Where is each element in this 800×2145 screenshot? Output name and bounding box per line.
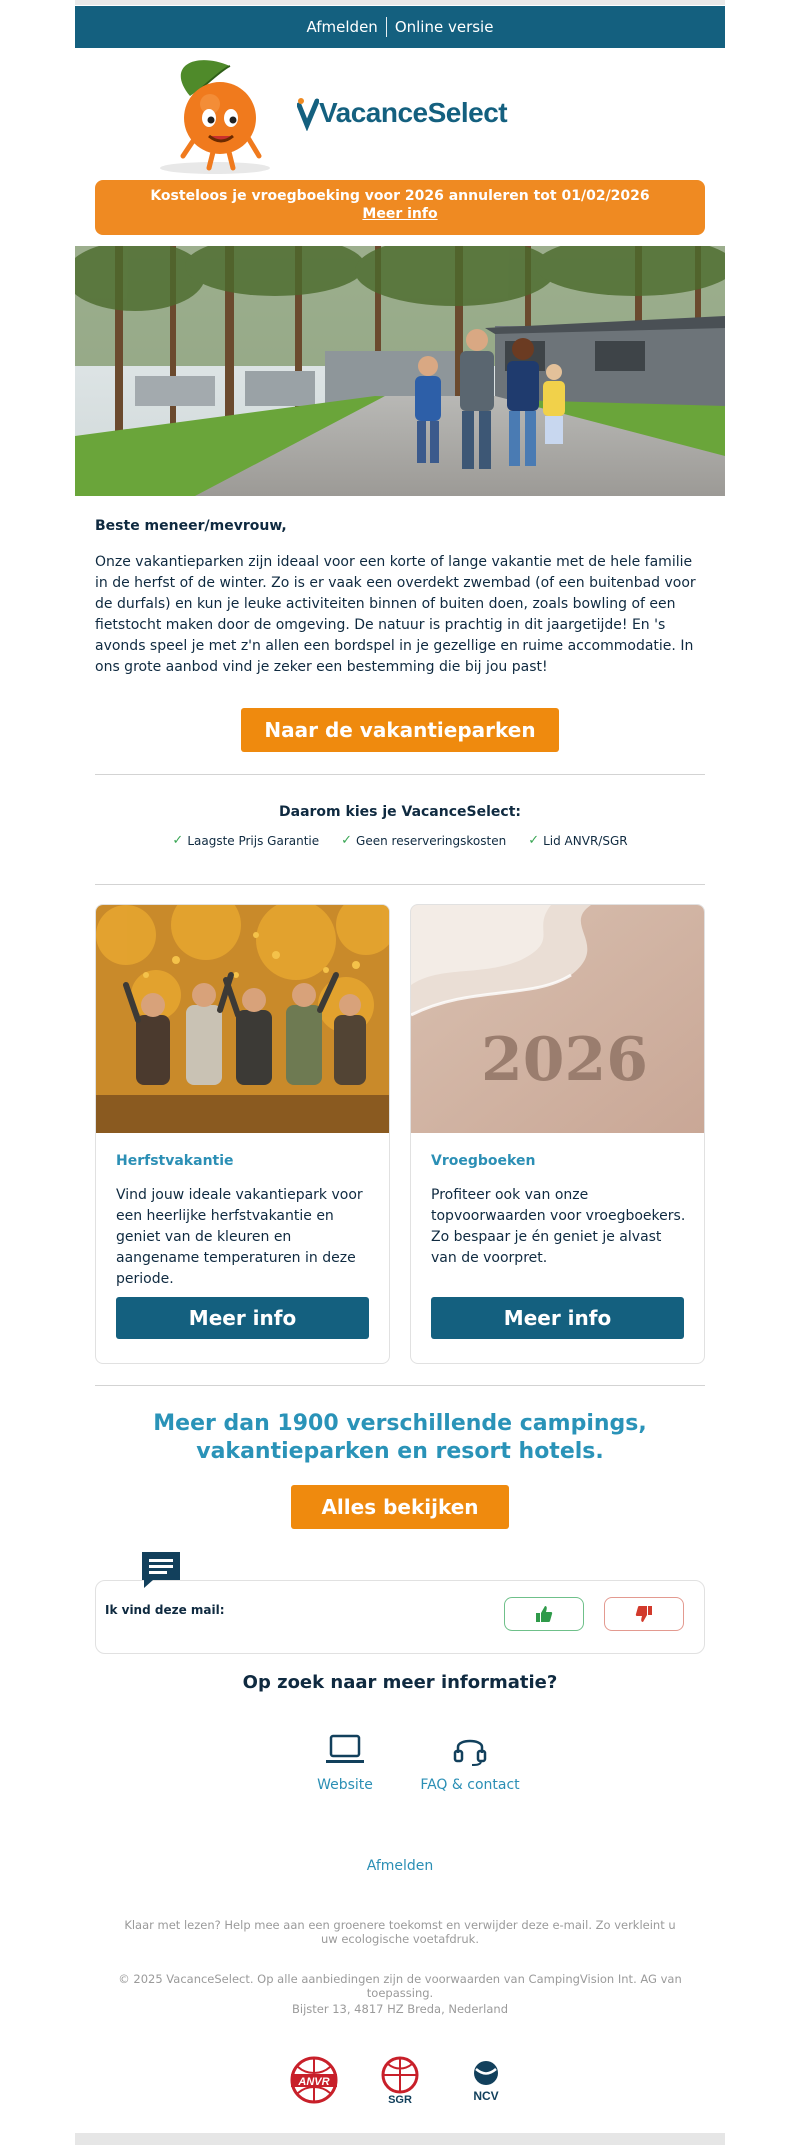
unsubscribe-link-top[interactable]: Afmelden [306, 18, 378, 36]
thumbs-down-icon [635, 1605, 653, 1623]
intro-paragraph: Onze vakantieparken zijn ideaal voor een korte of lange vakantie met de hele familie in de herfst of de winter. Zo is er vaak een overdekt zwembad (of een buitenbad voor de durfals) en kun je leuke activiteiten binnen of buiten doen, zoals bowling of een fietstocht maken door de omgeving. De natuur is prachtig in dit jaargetijde! En 's avonds speel je met z'n allen een bordspel in je gezellige en ruime accommodatie. In ons grote aanbod vind je zeker een bestemming die bij jou past! [95, 554, 696, 675]
orange-mascot-icon [135, 56, 285, 176]
card-more-info-button[interactable]: Meer info [116, 1297, 369, 1339]
sgr-label: SGR [388, 2094, 412, 2105]
usp-item [341, 833, 506, 848]
usp-label: Lid ANVR/SGR [543, 833, 628, 848]
card-title: Vroegboeken [431, 1153, 536, 1169]
usp-item [528, 833, 627, 848]
online-version-link[interactable]: Online versie [394, 18, 494, 36]
card-early-booking [410, 904, 705, 1364]
top-divider [75, 0, 725, 5]
website-link[interactable] [305, 1733, 385, 1793]
card-autumn-image[interactable] [96, 905, 390, 1133]
campings-headline: Meer dan 1900 verschillende campings, vakantieparken en resort hotels. [153, 1411, 647, 1464]
parks-button[interactable]: Naar de vakantieparken [241, 708, 559, 752]
beach-sand-photo [411, 905, 705, 1133]
ncv-label: NCV [473, 2089, 499, 2103]
brand-logo [297, 93, 507, 133]
top-bar [75, 6, 725, 48]
website-label: Website [317, 1777, 373, 1793]
check-icon: ✓ [341, 833, 353, 848]
address: Bijster 13, 4817 HZ Breda, Nederland [292, 2002, 508, 2016]
card-description: Vind jouw ideale vakantiepark voor een heerlijke herfstvakantie en geniet van de kleuren en aangename temperaturen in deze periode. [116, 1187, 363, 1287]
divider [95, 884, 705, 885]
brand-mark-icon [297, 95, 319, 131]
view-all-button[interactable]: Alles bekijken [291, 1485, 509, 1529]
faq-label: FAQ & contact [420, 1777, 520, 1793]
hero-image[interactable] [75, 246, 725, 496]
top-bar-separator [386, 17, 387, 37]
header-logo-row [75, 48, 725, 178]
email-container [75, 0, 725, 2145]
greeting: Beste meneer/mevrouw, [95, 518, 287, 534]
hero-park-photo [75, 246, 725, 496]
card-more-info-button[interactable]: Meer info [431, 1297, 684, 1339]
anvr-label: ANVR [298, 2076, 330, 2088]
card-title: Herfstvakantie [116, 1153, 234, 1169]
sand-text: 2026 [481, 1025, 648, 1095]
card-early-booking-image[interactable] [411, 905, 705, 1133]
more-info-title: Op zoek naar meer informatie? [242, 1672, 558, 1693]
card-description: Profiteer ook van onze topvoorwaarden voor vroegboekers. Zo bespaar je én geniet je alvast van de voorpret. [431, 1187, 686, 1266]
why-title: Daarom kies je VacanceSelect: [279, 804, 521, 820]
thumbs-up-button[interactable] [504, 1597, 584, 1631]
card-autumn [95, 904, 390, 1364]
anvr-logo [285, 2055, 343, 2105]
thumbs-up-icon [535, 1605, 553, 1623]
faq-contact-link[interactable] [415, 1733, 525, 1793]
thumbs-down-button[interactable] [604, 1597, 684, 1631]
sgr-logo [371, 2055, 429, 2105]
laptop-icon [325, 1733, 365, 1767]
feedback-label: Ik vind deze mail: [105, 1603, 225, 1617]
copyright: © 2025 VacanceSelect. Op alle aanbiedingen zijn de voorwaarden van CampingVision Int. AG van toepassing. [118, 1972, 682, 2000]
usp-list [75, 833, 725, 848]
check-icon: ✓ [172, 833, 184, 848]
autumn-family-photo [96, 905, 390, 1133]
headset-icon [450, 1733, 490, 1767]
usp-item [172, 833, 319, 848]
promo-more-info-link[interactable]: Meer info [362, 206, 438, 222]
promo-text: Kosteloos je vroegboeking voor 2026 annuleren tot 01/02/2026 [150, 188, 650, 204]
divider [95, 774, 705, 775]
brand-name: VacanceSelect [319, 97, 508, 128]
green-note: Klaar met lezen? Help mee aan een groenere toekomst en verwijder deze e-mail. Zo verkleint u uw ecologische voetafdruk. [124, 1918, 676, 1946]
bottom-strip [75, 2133, 725, 2145]
check-icon: ✓ [528, 833, 540, 848]
usp-label: Geen reserveringskosten [356, 833, 507, 848]
divider [95, 1385, 705, 1386]
promo-banner [95, 180, 705, 235]
ncv-logo [457, 2055, 515, 2105]
usp-label: Laagste Prijs Garantie [187, 833, 320, 848]
unsubscribe-link-bottom[interactable]: Afmelden [366, 1858, 434, 1874]
chat-icon [139, 1549, 183, 1591]
